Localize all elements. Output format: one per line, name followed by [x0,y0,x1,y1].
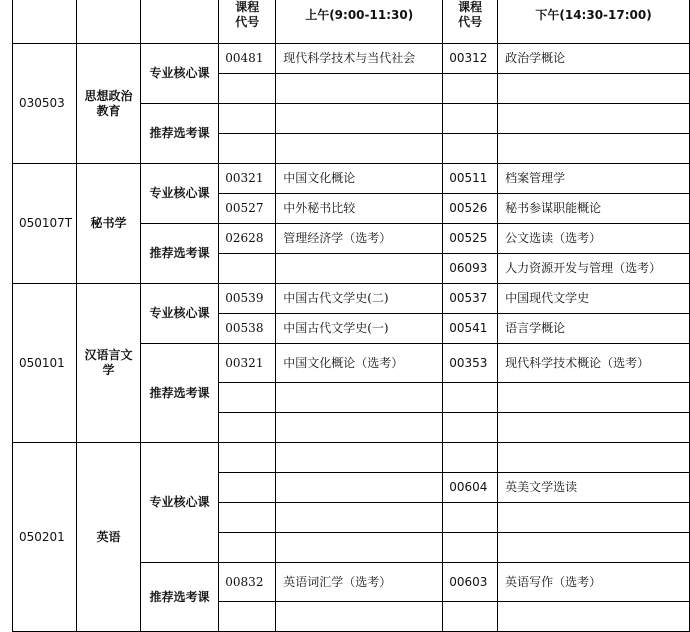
pm-course-name: 中国现代文学史 [498,284,690,314]
pm-course-code: 06093 [443,254,498,284]
am-course-code [219,74,276,104]
pm-course-name [498,383,690,413]
header-course-code-am: 课程代号 [219,0,276,44]
pm-course-code [443,602,498,632]
am-course-name: 管理经济学（选考） [276,224,443,254]
pm-course-name [498,104,690,134]
am-course-code [219,104,276,134]
pm-course-code [443,503,498,533]
pm-course-name: 秘书参谋职能概论 [498,194,690,224]
major-name: 思想政治教育 [77,44,141,164]
pm-course-name [498,443,690,473]
pm-course-name [498,503,690,533]
exam-schedule-table [12,0,690,632]
major-name: 秘书学 [77,164,141,284]
category-elective: 推荐选考课 [140,563,218,632]
am-course-code: 00832 [219,563,276,602]
category-core: 专业核心课 [140,284,218,344]
pm-course-code: 00541 [443,314,498,344]
pm-course-name [498,413,690,443]
am-course-name: 中国文化概论 [276,164,443,194]
am-course-name [276,602,443,632]
am-course-name [276,383,443,413]
pm-course-name: 人力资源开发与管理（选考） [498,254,690,284]
am-course-name: 中外秘书比较 [276,194,443,224]
header-row [13,0,690,44]
am-course-code [219,413,276,443]
pm-course-code: 00526 [443,194,498,224]
pm-course-code [443,74,498,104]
pm-course-name: 语言学概论 [498,314,690,344]
pm-course-name [498,134,690,164]
pm-course-name: 档案管理学 [498,164,690,194]
header-major-code [13,0,77,44]
am-course-code [219,443,276,473]
am-course-code [219,134,276,164]
header-course-code-pm: 课程代号 [443,0,498,44]
pm-course-code: 00353 [443,344,498,383]
am-course-name: 中国古代文学史(一) [276,314,443,344]
table-row [13,284,690,314]
pm-course-code [443,533,498,563]
am-course-code: 02628 [219,224,276,254]
pm-course-code [443,413,498,443]
pm-course-code: 00525 [443,224,498,254]
am-course-name [276,443,443,473]
am-course-name [276,473,443,503]
major-code: 050107T [13,164,77,284]
major-name: 英语 [77,443,141,632]
pm-course-code [443,383,498,413]
pm-course-name [498,74,690,104]
am-course-name [276,533,443,563]
am-course-code: 00539 [219,284,276,314]
am-course-name [276,134,443,164]
pm-course-code: 00312 [443,44,498,74]
header-afternoon: 下午(14:30-17:00) [498,0,690,44]
pm-course-name: 英语写作（选考） [498,563,690,602]
pm-course-name [498,602,690,632]
major-code: 050201 [13,443,77,632]
pm-course-code [443,134,498,164]
header-morning: 上午(9:00-11:30) [276,0,443,44]
am-course-code: 00527 [219,194,276,224]
am-course-code [219,602,276,632]
am-course-name: 中国古代文学史(二) [276,284,443,314]
table-row [13,164,690,194]
pm-course-name: 现代科学技术概论（选考） [498,344,690,383]
am-course-code [219,254,276,284]
header-major-name [77,0,141,44]
pm-course-code: 00604 [443,473,498,503]
am-course-code: 00321 [219,164,276,194]
pm-course-name: 公文选读（选考） [498,224,690,254]
major-code: 050101 [13,284,77,443]
major-name: 汉语言文学 [77,284,141,443]
am-course-name: 现代科学技术与当代社会 [276,44,443,74]
am-course-name [276,413,443,443]
category-core: 专业核心课 [140,443,218,563]
pm-course-code [443,104,498,134]
am-course-code: 00321 [219,344,276,383]
am-course-code: 00481 [219,44,276,74]
pm-course-code: 00603 [443,563,498,602]
am-course-code [219,533,276,563]
category-elective: 推荐选考课 [140,224,218,284]
major-code: 030503 [13,44,77,164]
category-elective: 推荐选考课 [140,104,218,164]
pm-course-code: 00537 [443,284,498,314]
am-course-name [276,503,443,533]
header-category [140,0,218,44]
am-course-code [219,383,276,413]
am-course-name [276,104,443,134]
category-elective: 推荐选考课 [140,344,218,443]
table-row [13,443,690,473]
pm-course-name: 政治学概论 [498,44,690,74]
pm-course-code [443,443,498,473]
category-core: 专业核心课 [140,164,218,224]
am-course-name [276,254,443,284]
pm-course-code: 00511 [443,164,498,194]
am-course-name: 中国文化概论（选考） [276,344,443,383]
table-row [13,44,690,74]
category-core: 专业核心课 [140,44,218,104]
am-course-code [219,473,276,503]
pm-course-name [498,533,690,563]
am-course-code [219,503,276,533]
am-course-name [276,74,443,104]
am-course-code: 00538 [219,314,276,344]
pm-course-name: 英美文学选读 [498,473,690,503]
am-course-name: 英语词汇学（选考） [276,563,443,602]
